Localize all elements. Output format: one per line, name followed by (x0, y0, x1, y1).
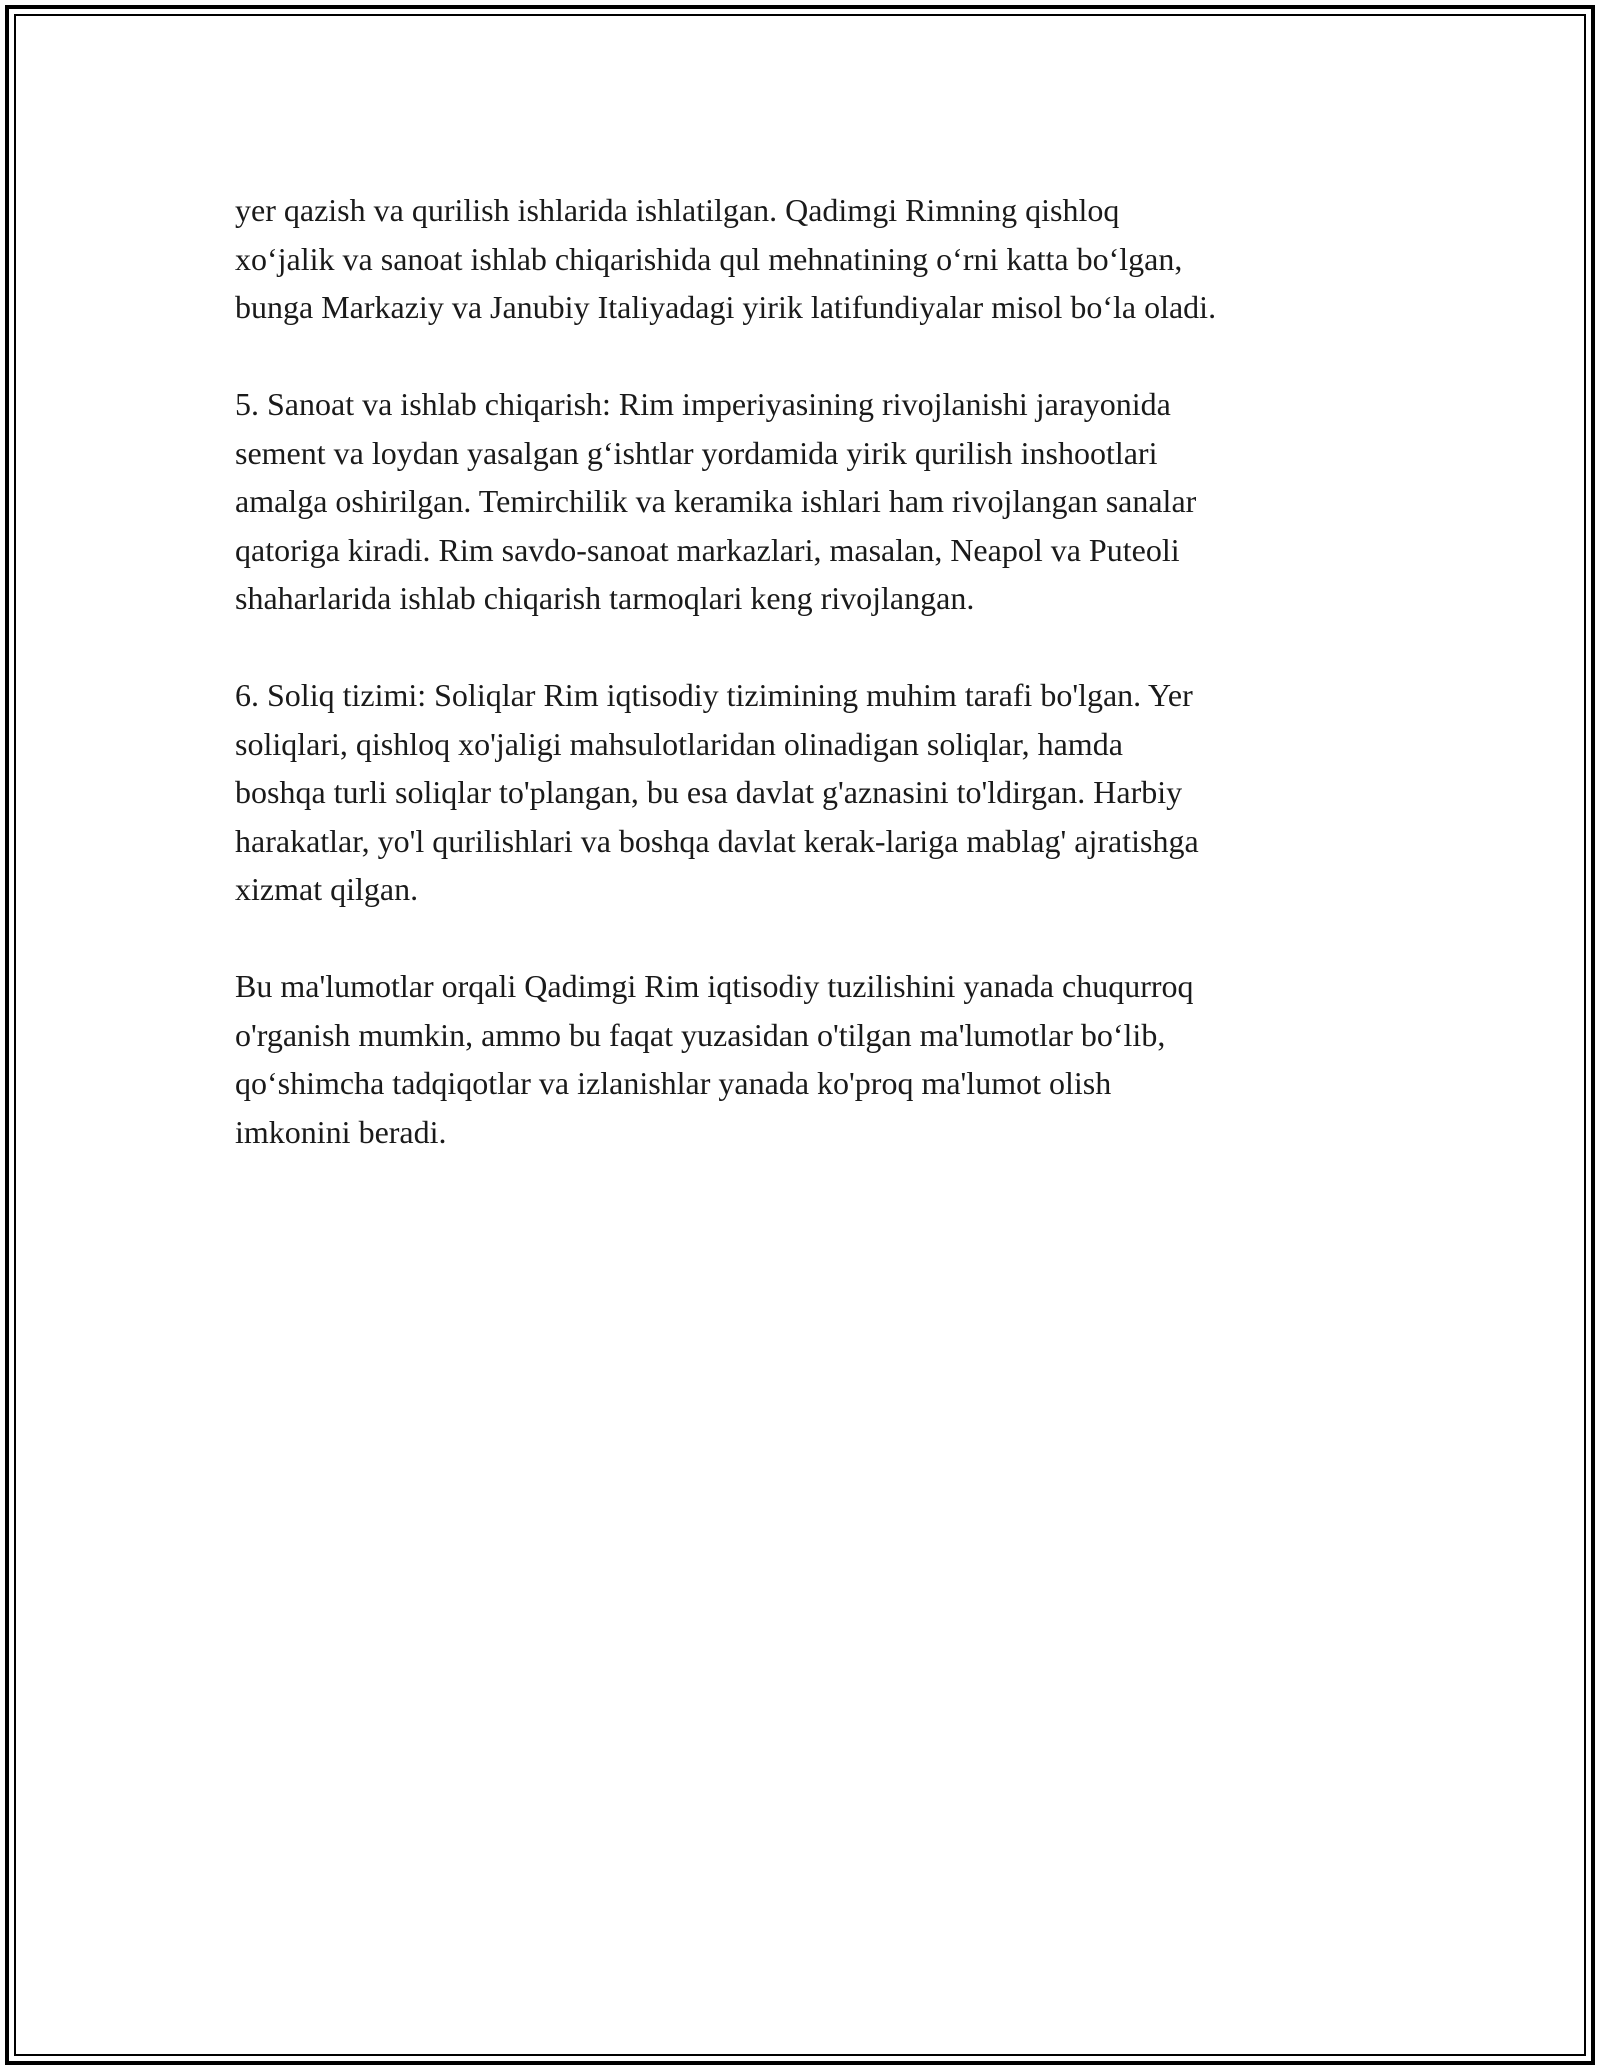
document-body (235, 186, 1385, 1205)
paragraph-industry: 5. Sanoat va ishlab chiqarish: Rim imperiyasining rivojlanishi jarayonida sement va loydan yasalgan g‘ishtlar yordamida yirik qurilish inshootlari amalga oshirilgan. Temirchilik va keramika ishlari ham rivojlangan sanalar qatoriga kiradi. Rim savdo-sanoat markazlari, masalan, Neapol va Puteoli shaharlarida ishlab chiqarish tarmoqlari keng rivojlangan. (235, 386, 1197, 616)
paragraph-tax-system: 6. Soliq tizimi: Soliqlar Rim iqtisodiy tizimining muhim tarafi bo'lgan. Yer soliqlari, qishloq xo'jaligi mahsulotlaridan olinadigan soliqlar, hamda boshqa turli soliqlar to'plangan, bu esa davlat g'aznasini to'ldirgan. Harbiy harakatlar, yo'l qurilishlari va boshqa davlat kerak-lariga mablag' ajratishga xizmat qilgan. (235, 677, 1199, 907)
paragraph-conclusion: Bu ma'lumotlar orqali Qadimgi Rim iqtisodiy tuzilishini yanada chuqurroq o'rganish mumkin, ammo bu faqat yuzasidan o'tilgan ma'lumotlar bo‘lib, qo‘shimcha tadqiqotlar va izlanishlar yanada ko'proq ma'lumot olish imkonini beradi. (235, 968, 1194, 1150)
paragraph-slave-labor: yer qazish va qurilish ishlarida ishlatilgan. Qadimgi Rimning qishloq xo‘jalik va sanoat ishlab chiqarishida qul mehnatining o‘rni katta bo‘lgan, bunga Markaziy va Janubiy Italiyadagi yirik latifundiyalar misol bo‘la oladi. (235, 192, 1217, 325)
